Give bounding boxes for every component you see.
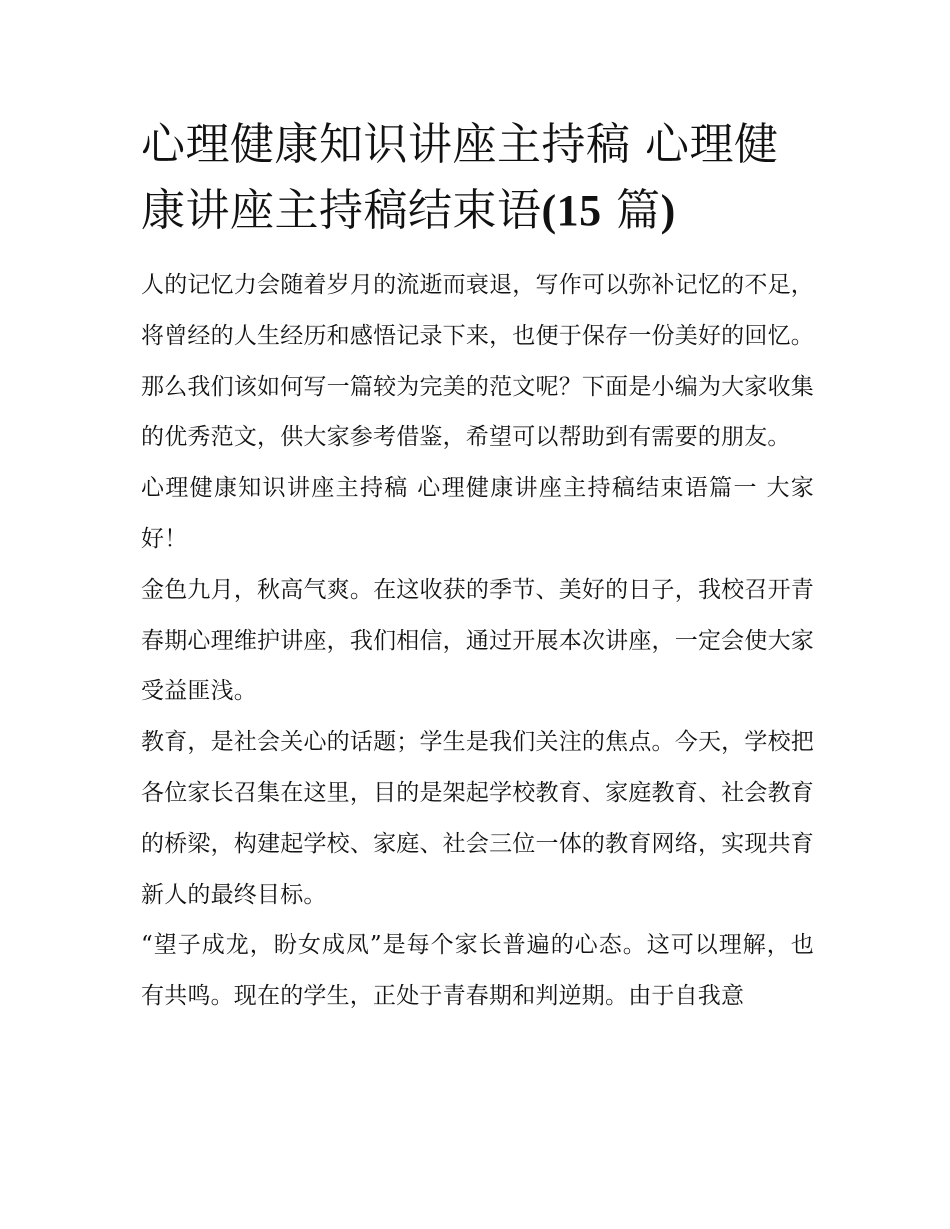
document-title-count: (15 (541, 186, 602, 235)
paragraph-greeting: 心理健康知识讲座主持稿 心理健康讲座主持稿结束语篇一 大家好！ (141, 475, 814, 552)
document-body (141, 260, 814, 1022)
paragraph-september: 金色九月，秋高气爽。在这收获的季节、美好的日子，我校召开青春期心理维护讲座，我们相信，通过开展本次讲座，一定会使大家受益匪浅。 (141, 576, 814, 705)
paragraph-intro: 人的记忆力会随着岁月的流逝而衰退，写作可以弥补记忆的不足，将曾经的人生经历和感悟记录下来，也便于保存一份美好的回忆。那么我们该如何写一篇较为完美的范文呢？下面是小编为大家收集的优秀范文，供大家参考借鉴，希望可以帮助到有需要的朋友。 (141, 272, 814, 451)
document-title (141, 112, 814, 244)
document-title-text: 心理健康知识讲座主持稿 心理健康讲座主持稿结束语 (141, 119, 779, 236)
paragraph-parents: “望子成龙，盼女成凤”是每个家长普遍的心态。这可以理解，也有共鸣。现在的学生，正处于青春期和判逆期。由于自我意 (141, 932, 814, 1010)
paragraph-education: 教育，是社会关心的话题；学生是我们关注的焦点。今天，学校把各位家长召集在这里，目的是架起学校教育、家庭教育、社会教育的桥梁，构建起学校、家庭、社会三位一体的教育网络，实现共育新人的最终目标。 (141, 729, 814, 908)
document-title-unit: 篇 (601, 185, 661, 236)
document-title-close: ) (660, 186, 676, 235)
